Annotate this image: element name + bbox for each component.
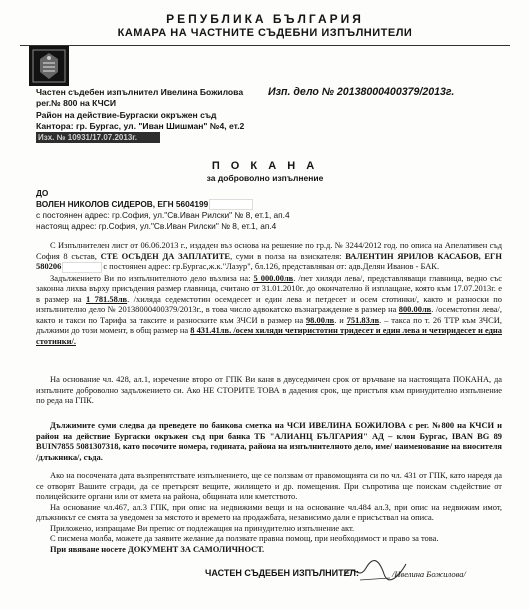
officer-name: Частен съдебен изпълнител Ивелина Божилова	[36, 87, 244, 97]
paragraph-enforcement: Ако на посочената дата възпрепятствате изпълнението, ще се ползвам от правомощията си по чл. 431 от ГПК, като наредя да се отворят Вашите сгради, да се претърсят вещите, жилището и др. помещения. При съпротива ще поискам съдействие от полицейските органи или от кмета на района, общината или кметството.	[36, 470, 502, 501]
paragraph-amounts: Задължението Ви по изпълнителното дело възлиза на: 5 000.00лв. /пет хиляди лева/, представляващи главница, ведно със законна лихва върху присъдения размер главница, считано от 31.01.2010г. до окончателно й изплащане, която към 17.07.2013г. е в размер на 1 781.58лв. /хиляда седемстотин осемдесет и един лева и петдесет и осем стотинки/, както и разноски по изпълнително дело № 20138000400379/2013г., в това число адвокатско възнаграждение в размер на 800.00лв. /осемстотин лева/, както и такси по Тарифа за таксите и разноските към ЗЧСИ в размер на 98.00лв. и 751.83лв. – такса по т. 26 ТТР към ЗЧСИ, дължими до този момент, в общ размер на 8 431.41лв. /осем хиляди четиристотин тридесет и един лева и четиридесет и една стотинки/.	[36, 272, 503, 346]
addressee-name	[36, 199, 290, 210]
body-part-1	[36, 240, 502, 346]
paragraph-id-document: При явяване носете ДОКУМЕНТ ЗА САМОЛИЧНОСТ.	[50, 543, 265, 554]
body-part-2	[36, 374, 502, 406]
document-title: П О К А Н А	[211, 160, 319, 172]
addressee-current-address: настоящ адрес: гр.София, ул."Св.Иван Рилски" № 8, ет.1, ап.4	[36, 221, 277, 232]
paragraph-notice: На основание чл.467, ал.3 ГПК, при опис на недвижими вещи и на основание чл.484 ал.3, при опис на недвижим имот, длъжникът се смята за уведомен за мястото и времето на продажбата, независимо дали е присъствал на описа.	[36, 501, 502, 522]
signature-name: /Ивелина Божилова/	[392, 569, 466, 579]
paragraph-legal-aid: С писмена молба, можете да заявите желание да ползвате правна помощ, при необходимост и право за това.	[50, 533, 439, 543]
officer-registration: рег.№ 800 на КЧСИ	[36, 98, 117, 109]
chamber-heading: КАМАРА НА ЧАСТНИТЕ СЪДЕБНИ ИЗПЪЛНИТЕЛИ	[117, 27, 413, 39]
paragraph-bank-account: Дължимите суми следва да преведете по банкова сметка на ЧСИ ИВЕЛИНА БОЖИЛОВА с рег. №800 на КЧСИ и район на действие Бургаски окръжен съд при банка ТБ "АЛИАНЦ БЪЛГАРИЯ" АД – клон Бургас, IBAN BG 89 BUIN7855 5081307318, като посочите номера, годината, района на изпълнителното дело, име/ наименование на вносителя /длъжника/, съда.	[36, 420, 503, 462]
redaction-box	[209, 199, 253, 210]
addressee-to: ДО	[36, 188, 49, 198]
country-heading: РЕПУБЛИКА БЪЛГАРИЯ	[166, 12, 364, 26]
addressee-block	[36, 188, 290, 232]
redaction-box	[62, 262, 102, 273]
chamber-logo	[29, 46, 69, 86]
paragraph-writ: С Изпълнителен лист от 06.06.2013 г., издаден въз основа на решение по гр.д. № 3244/2012 год. по описа на Апелативен съд София 8 състав, СТЕ ОСЪДЕН ДА ЗАПЛАТИТЕ, суми в полза на взискателя: ВАЛЕНТИН ЯРИЛОВ КАСАБОВ, ЕГН 580206 с постоянен адрес: гр.Бургас,ж.к."Лазур", бл.126, представляван от: адв.Делян Иванов - БАК.	[36, 240, 502, 271]
case-number: Изп. дело № 20138000400379/2013г.	[268, 86, 455, 98]
signature-title: ЧАСТЕН СЪДЕБЕН ИЗПЪЛНИТЕЛ:	[205, 568, 359, 578]
officer-office-address: Кантора: гр. Бургас, ул. "Иван Шишман" №4, ет.2	[36, 120, 245, 131]
document-subtitle: за доброволно изпълнение	[206, 173, 324, 183]
officer-district: Район на действие-Бургаски окръжен съд	[36, 109, 217, 120]
paragraph-invitation: На основание чл. 428, ал.1, изречение второ от ГПК Ви каня в двуседмичен срок от връчване на настоящата ПОКАНА, да изпълните доброволно задължението си. Ако НЕ СТОРИТЕ ТОВА в дадения срок, ще пристъпя към принудително изпълнение по реда на ГПК.	[36, 374, 502, 405]
body-part-3	[36, 420, 502, 554]
outgoing-reference-stamp: Изх. № 10931/17.07.2013г.	[36, 132, 160, 143]
paragraph-attachment: Приложено, изпращаме Ви препис от подлежащия на принудително изпълнение акт.	[50, 522, 355, 533]
addressee-name-text: ВОЛЕН НИКОЛОВ СИДЕРОВ, ЕГН 5604199	[36, 199, 209, 209]
header-divider	[20, 45, 510, 46]
officer-block	[36, 87, 244, 132]
addressee-permanent-address: с постоянен адрес: гр.София, ул."Св.Иван Рилски" № 8, ет.1, ап.4	[36, 210, 290, 221]
